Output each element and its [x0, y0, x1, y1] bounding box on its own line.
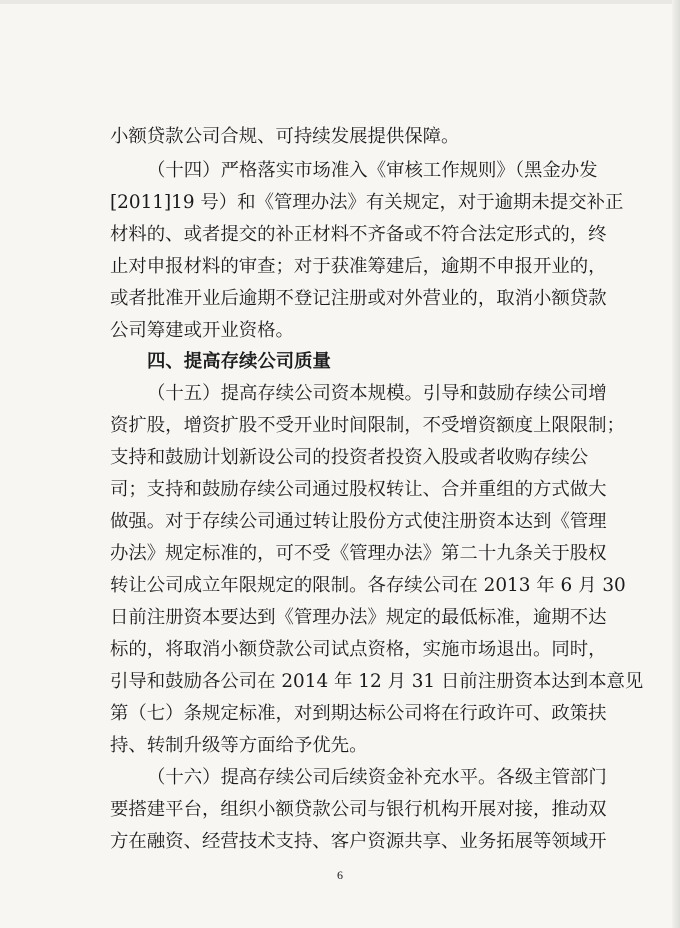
body-line-3: [2011]19 号）和《管理办法》有关规定，对于逾期未提交补正: [110, 192, 624, 213]
body-line-15: 转让公司成立年限规定的限制。各存续公司在 2013 年 6 月 30: [110, 575, 626, 596]
body-line-22: 要搭建平台，组织小额贷款公司与银行机构开展对接，推动双: [110, 799, 607, 820]
body-line-16: 日前注册资本要达到《管理办法》规定的最低标准，逾期不达: [110, 607, 607, 628]
body-line-10: 资扩股，增资扩股不受开业时间限制，不受增资额度上限限制；: [110, 415, 625, 436]
body-line-13: 做强。对于存续公司通过转让股份方式使注册资本达到《管理: [110, 511, 607, 532]
body-line-2: （十四）严格落实市场准入《审核工作规则》（黑金办发: [147, 160, 598, 181]
body-line-5: 止对申报材料的审查；对于获准筹建后，逾期不申报开业的，: [110, 256, 607, 277]
section-heading: 四、提高存续公司质量: [147, 351, 331, 372]
body-line-7: 公司筹建或开业资格。: [110, 320, 294, 341]
body-line-23: 方在融资、经营技术支持、客户资源共享、业务拓展等领域开: [110, 831, 607, 852]
body-line-1: 小额贷款公司合规、可持续发展提供保障。: [110, 126, 460, 147]
body-line-18: 引导和鼓励各公司在 2014 年 12 月 31 日前注册资本达到本意见: [110, 671, 644, 692]
body-line-12: 司；支持和鼓励存续公司通过股权转让、合并重组的方式做大: [110, 479, 607, 500]
body-line-17: 标的，将取消小额贷款公司试点资格，实施市场退出。同时，: [110, 639, 607, 660]
body-line-11: 支持和鼓励计划新设公司的投资者投资入股或者收购存续公: [110, 447, 589, 468]
body-line-9: （十五）提高存续公司资本规模。引导和鼓励存续公司增: [147, 383, 607, 404]
body-line-4: 材料的、或者提交的补正材料不齐备或不符合法定形式的，终: [110, 224, 607, 245]
page-right-edge: [672, 0, 680, 928]
body-line-19: 第（七）条规定标准，对到期达标公司将在行政许可、政策扶: [110, 703, 607, 724]
page-top-edge: [0, 0, 680, 4]
body-line-21: （十六）提高存续公司后续资金补充水平。各级主管部门: [147, 767, 607, 788]
body-line-6: 或者批准开业后逾期不登记注册或对外营业的，取消小额贷款: [110, 288, 607, 309]
page-number: 6: [337, 868, 343, 882]
body-line-20: 持、转制升级等方面给予优先。: [110, 735, 368, 756]
body-line-14: 办法》规定标准的，可不受《管理办法》第二十九条关于股权: [110, 543, 607, 564]
